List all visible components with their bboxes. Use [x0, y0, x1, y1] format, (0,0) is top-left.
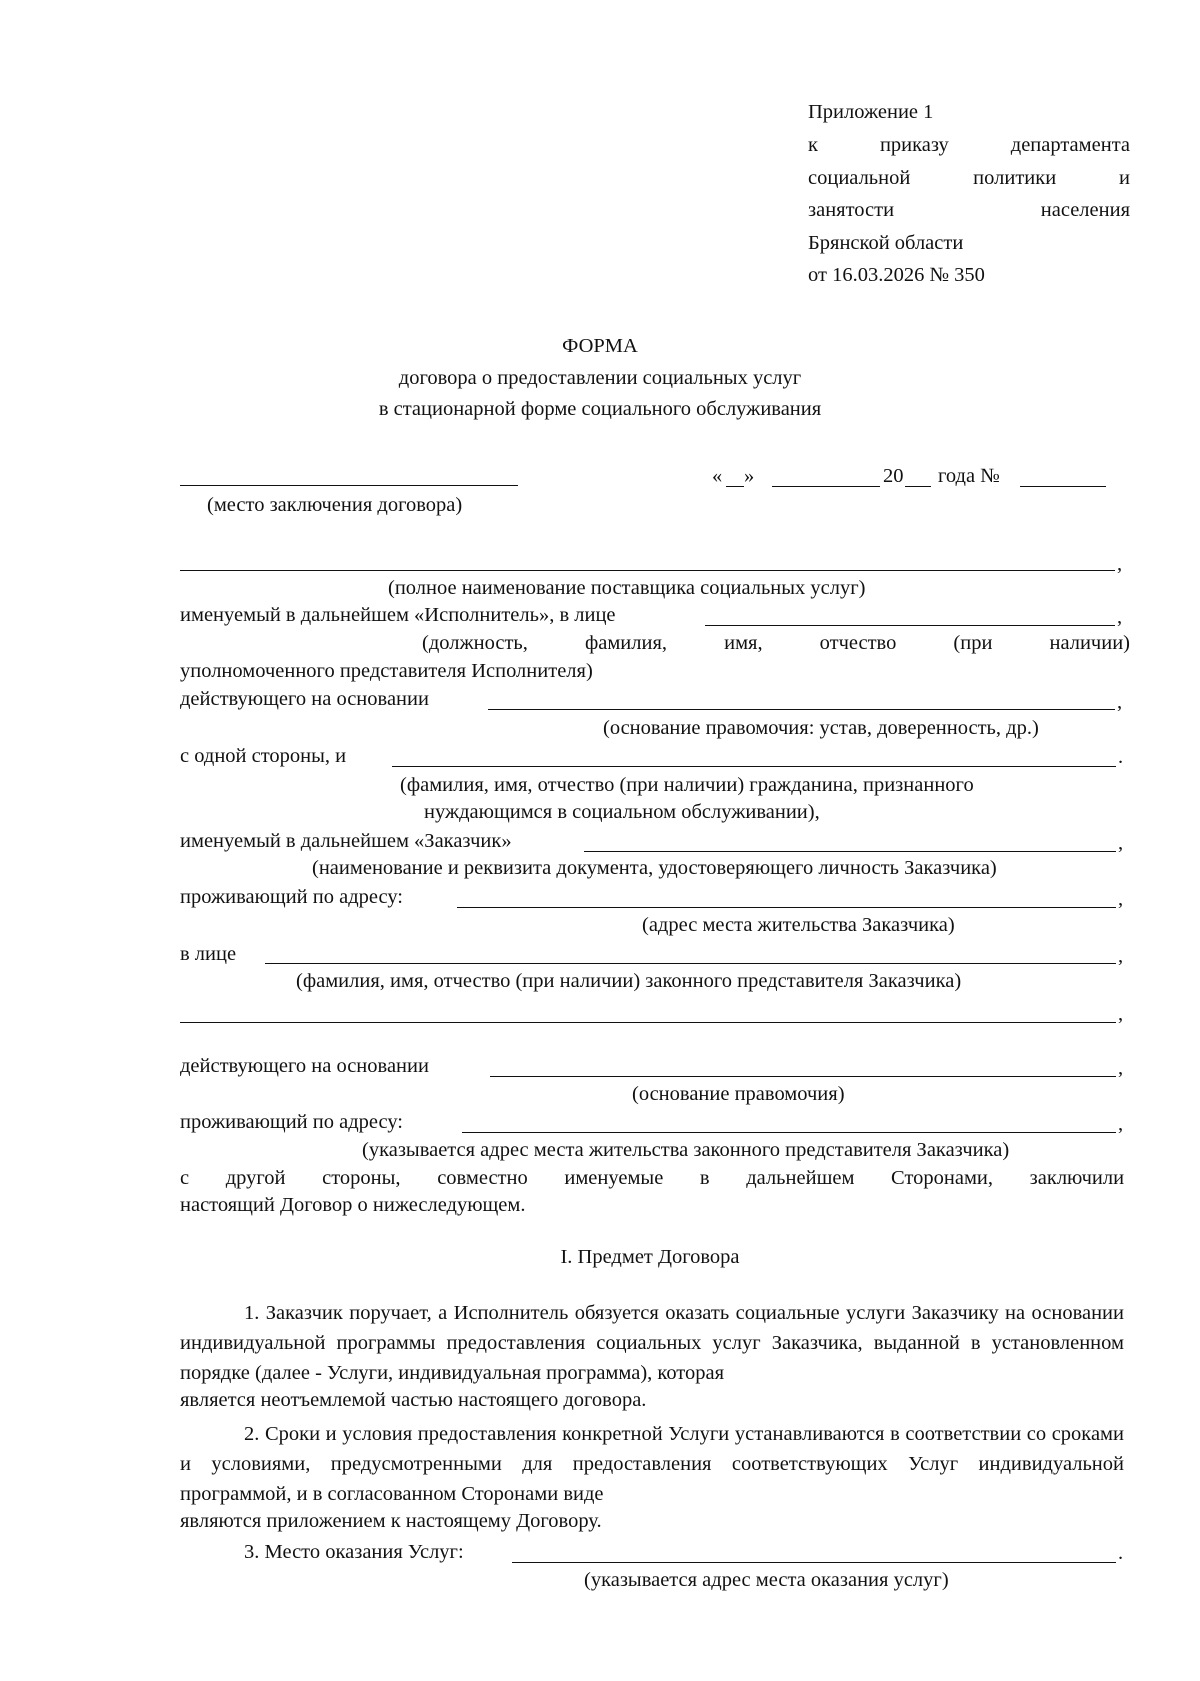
citizen-blank	[392, 766, 1116, 767]
customer-id-blank	[584, 851, 1116, 852]
customer-comma: ,	[1118, 832, 1124, 854]
month-blank	[772, 486, 880, 487]
appendix-title: Приложение 1	[808, 101, 934, 123]
rep-caption-line-1: (должность, фамилия, имя, отчество (при наличии)	[422, 632, 1131, 654]
citizen-dot: .	[1118, 746, 1124, 768]
number-blank	[1020, 486, 1106, 487]
year-prefix: 20	[883, 465, 904, 487]
address-caption: (адрес места жительства Заказчика)	[642, 914, 955, 936]
executor-label: именуемый в дальнейшем «Исполнитель», в лице	[180, 604, 616, 626]
service-place-dot: .	[1118, 1542, 1124, 1564]
residing-label-2: проживающий по адресу:	[180, 1111, 404, 1133]
other-side-line-1: с другой стороны, совместно именуемые в дальнейшем Сторонами, заключили	[180, 1167, 1125, 1189]
acting-basis-comma: ,	[1117, 691, 1123, 713]
year-suffix: года №	[938, 465, 1000, 487]
residing-comma: ,	[1118, 888, 1124, 910]
id-caption: (наименование и реквизита документа, удостоверяющего личность Заказчика)	[312, 857, 997, 879]
rep-caption-line-2: уполномоченного представителя Исполнителя)	[180, 660, 593, 682]
acting-basis-label-2: действующего на основании	[180, 1055, 429, 1077]
service-place-caption: (указывается адрес места оказания услуг)	[584, 1569, 949, 1591]
clause-2: 2. Сроки и условия предоставления конкретной Услуги устанавливаются в соответствии со сроками и условиями, предусмотренными для предоставления соответствующих Услуг индивидуальной программой, и в согласованном Сторонами виде	[180, 1423, 1124, 1505]
form-title: ФОРМА	[562, 335, 638, 357]
citizen-caption-1: (фамилия, имя, отчество (при наличии) гражданина, признанного	[400, 774, 974, 796]
residing-comma-2: ,	[1118, 1113, 1124, 1135]
legal-rep-comma: ,	[1118, 945, 1124, 967]
acting-basis-blank-2	[490, 1076, 1116, 1077]
legal-rep-comma-2: ,	[1118, 1003, 1124, 1025]
provider-comma: ,	[1117, 553, 1123, 575]
place-caption: (место заключения договора)	[207, 494, 463, 516]
section-title: I. Предмет Договора	[560, 1246, 740, 1268]
residing-label: проживающий по адресу:	[180, 886, 404, 908]
clause-2-last: являются приложением к настоящему Договору.	[180, 1510, 602, 1532]
form-subtitle-1: договора о предоставлении социальных услуг	[398, 367, 802, 389]
appendix-line-1: к приказу департамента	[808, 134, 1131, 156]
legal-rep-blank-2	[180, 1022, 1116, 1023]
residing-blank-2	[462, 1132, 1116, 1133]
provider-blank	[180, 570, 1115, 571]
date-open-quote: «	[712, 465, 723, 487]
other-side-line-2: настоящий Договор о нижеследующем.	[180, 1194, 526, 1216]
acting-basis-label: действующего на основании	[180, 688, 429, 710]
acting-basis-comma-2: ,	[1118, 1057, 1124, 1079]
service-place-blank	[512, 1562, 1116, 1563]
one-side-label: с одной стороны, и	[180, 745, 347, 767]
appendix-line-2: социальной политики и	[808, 167, 1130, 189]
citizen-caption-2: нуждающимся в социальном обслуживании),	[424, 801, 820, 823]
date-close-quote: »	[744, 465, 755, 487]
clause-1-last: является неотъемлемой частью настоящего договора.	[180, 1389, 647, 1411]
legal-rep-blank	[265, 963, 1116, 964]
acting-basis-blank	[488, 709, 1115, 710]
appendix-line-4: Брянской области	[808, 232, 964, 254]
appendix-line-3: занятости населения	[808, 199, 1130, 221]
legal-rep-address-caption: (указывается адрес места жительства законного представителя Заказчика)	[362, 1139, 1010, 1161]
appendix-date-number: от 16.03.2026 № 350	[808, 264, 985, 286]
place-blank	[180, 485, 518, 486]
provider-caption: (полное наименование поставщика социальных услуг)	[388, 577, 866, 599]
in-person-label: в лице	[180, 943, 237, 965]
clause-3-label: 3. Место оказания Услуг:	[244, 1541, 464, 1563]
executor-comma: ,	[1117, 606, 1123, 628]
day-blank	[726, 486, 744, 487]
clause-1: 1. Заказчик поручает, а Исполнитель обязуется оказать социальные услуги Заказчику на основании индивидуальной программы предоставления социальных услуг Заказчика, выданной в установленном порядке (далее - Услуги, индивидуальная программа), которая	[180, 1302, 1124, 1384]
basis-caption: (основание правомочия: устав, доверенность, др.)	[603, 717, 1039, 739]
executor-rep-blank	[705, 625, 1115, 626]
form-subtitle-2: в стационарной форме социального обслуживания	[378, 398, 822, 420]
basis-caption-2: (основание правомочия)	[632, 1083, 845, 1105]
year-blank	[905, 486, 931, 487]
legal-rep-caption: (фамилия, имя, отчество (при наличии) законного представителя Заказчика)	[296, 970, 962, 992]
residing-blank	[457, 907, 1116, 908]
customer-label: именуемый в дальнейшем «Заказчик»	[180, 830, 512, 852]
